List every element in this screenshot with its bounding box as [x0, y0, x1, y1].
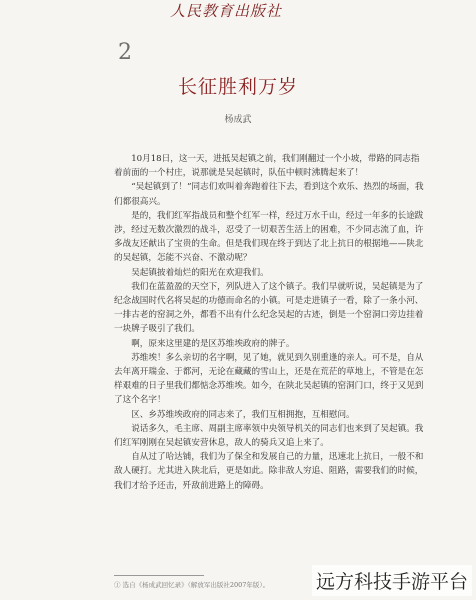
chapter-number: 2: [118, 40, 132, 65]
footnote-divider: [114, 575, 204, 576]
paragraph: 是的，我们红军指战员和整个红军一样，经过万水千山，经过一年多的长途跋涉，经过无数次激烈的战斗，忍受了一切艰苦生活上的困难，不少同志流了血，许多战友还献出了宝贵的生命。但是我们现在终于到达了北上抗日的根据地——陕北的吴起镇，怎能不兴奋、不激动呢？: [114, 210, 424, 264]
paragraph: 10月18日，这一天，进抵吴起镇之前，我们刚翻过一个小坡，带路的同志指着前面的一个村庄，说那就是吴起镇时，队伍中顿时沸腾起来了！: [114, 154, 420, 179]
paragraph: “吴起镇到了！”同志们欢叫着奔跑着往下去，看到这个欢乐、热烈的场面，我们都很高兴。: [114, 182, 424, 207]
paragraph: 自从过了哈达铺，我们为了保全和发展自己的力量，迅速北上抗日，一般不和敌人硬打。尤其进入陕北后，更是如此。除非敌人穷追、阻路，需要我们的时候，我们才给予还击，歼敌前进路上的障碍。: [114, 452, 424, 491]
publisher-header: 人民教育出版社: [170, 2, 283, 18]
watermark: 远方科技手游平台: [312, 565, 472, 596]
paragraph: 说话多久，毛主席、周副主席率领中央领导机关的同志们也来到了吴起镇。我们红军刚刚在吴起镇安营休息，敌人的骑兵又追上来了。: [114, 423, 424, 449]
author-name: 杨成武: [224, 115, 252, 125]
article-body: [114, 152, 426, 493]
paragraph: 苏维埃！多么亲切的名字啊，见了她，就见到久别重逢的亲人。可不是，自从去年离开瑞金、于都河，无论在藏藏的雪山上，还是在荒茫的草地上，不管是在怎样艰难的日子里我们都惦念苏维埃。如今，在陕北吴起镇的窑洞门口，终于又见到了这个名字！: [114, 352, 424, 406]
footnote: ① 选自《杨成武回忆录》（解放军出版社2007年版）。: [114, 581, 270, 589]
paragraph: 区、乡苏维埃政府的同志来了，我们互相拥抱，互相慰问。: [131, 409, 355, 420]
paragraph: 啊，原来这里建的是区苏维埃政府的牌子。: [131, 338, 295, 349]
paragraph: 吴起镇披着灿烂的阳光在欢迎我们。: [131, 267, 269, 278]
paragraph: 我们在蓝盈盈的天空下，列队进入了这个镇子。我们早就听说，吴起镇是为了纪念战国时代名将吴起的功德而命名的小镇。可是走进镇子一看，除了一条小河、一排古老的窑洞之外，都看不出有什么纪念吴起的古迹，倒是一个窑洞口旁边挂着一块牌子吸引了我们。: [114, 281, 424, 335]
chapter-title: 长征胜利万岁: [177, 76, 298, 98]
